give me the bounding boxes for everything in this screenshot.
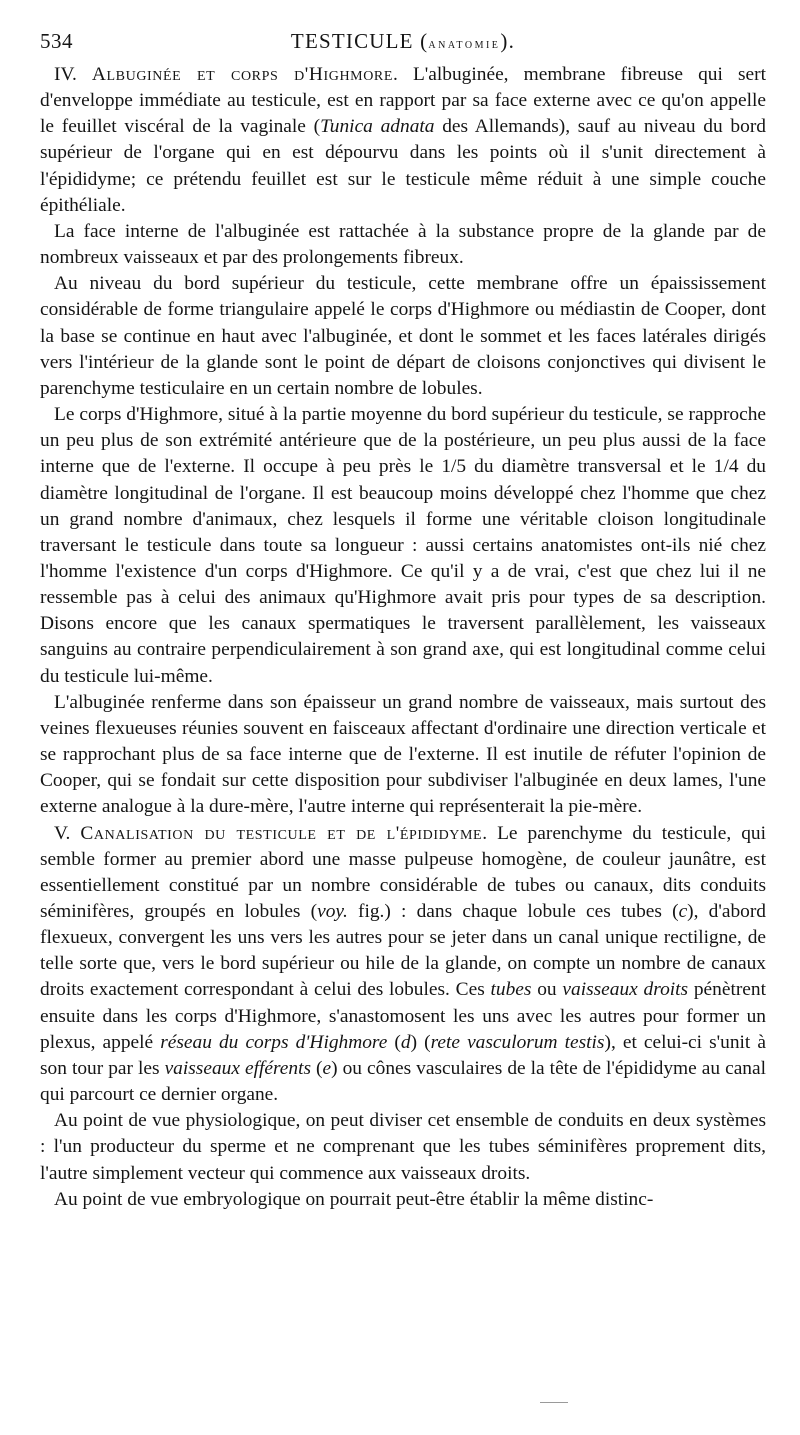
text-run: ou	[531, 979, 563, 1001]
text-run: ) (	[410, 1031, 431, 1053]
text-run: Au point de vue embryologique on pourrait peut-être établir la même distinc-	[54, 1188, 654, 1210]
paragraph-corps-highmore	[40, 271, 766, 402]
running-title-close: ).	[500, 29, 516, 53]
italic-text: tubes	[490, 979, 532, 1001]
text-run: pénètrent ensuite dans les corps d'Highmore, s'anastomosent les uns avec les autres pour former un plexus, appelé	[40, 979, 766, 1053]
page-number: 534	[40, 29, 73, 53]
italic-text: vaisseaux efférents	[164, 1057, 312, 1079]
italic-text: vaisseaux droits	[562, 979, 689, 1001]
text-run: ), d'abord flexueux, convergent les uns vers les autres pour se jeter dans un canal unique rectiligne, de telle sorte que, vers le bord supérieur ou hile de la glande, on compte un nombre de canaux droits exactement correspondant à celui des lobules. Ces	[40, 901, 766, 1001]
paragraph-albuginee-face-interne	[40, 219, 766, 271]
section-heading: Albuginée et corps d'Highmore	[91, 64, 394, 85]
section-heading: Canalisation du testicule et de l'épididyme	[80, 822, 483, 844]
italic-text: d	[400, 1031, 411, 1053]
text-run: IV.	[54, 64, 92, 85]
text-run: (	[311, 1057, 323, 1079]
text-run: des Allemands), sauf au niveau du bord supérieur de l'organe qui en est dépourvu dans les points où il s'unit directement à l'épididyme; ce prétendu feuillet est sur le testicule même réduit à une simple couche épithéliale.	[40, 116, 766, 216]
text-run: Le corps d'Highmore, situé à la partie moyenne du bord supérieur du testicule, se rapproche un peu plus de son extrémité antérieure que de la postérieure, un peu plus aussi de la face interne que de l'externe. Il occupe à peu près le 1/5 du diamètre transversal et le 1/4 du diamètre longitudinal de l'organe. Il est beaucoup moins développé chez l'homme que chez un grand nombre d'animaux, chez lesquels il forme une véritable cloison longitudinale traversant le testicule dans toute sa longueur : aussi certains anatomistes ont-ils nié chez l'homme l'existence d'un corps d'Highmore. Ce qu'il y a de vrai, c'est que chez lui il ne ressemble pas à celui des animaux qu'Highmore avait pris pour types de sa description. Disons encore que les canaux spermatiques le traversent parallèlement, les vaisseaux sanguins au contraire perpendiculairement à son grand axe, qui est longitudinal comme celui du testicule lui-même.	[40, 404, 766, 687]
text-run: . L'albuginée, membrane fibreuse qui sert d'enveloppe immédiate au testicule, est en rapport par sa face externe avec ce qu'on appelle le feuillet viscéral de la vaginale (	[40, 64, 766, 138]
text-run: ) ou cônes vasculaires de la tête de l'épididyme au canal qui parcourt ce dernier organe.	[40, 1057, 766, 1106]
text-run: V.	[54, 822, 81, 844]
text-run: Au niveau du bord supérieur du testicule, cette membrane offre un épaississement considérable de forme triangulaire appelé le corps d'Highmore ou médiastin de Cooper, dont la base se continue en haut avec l'albuginée, et dont le sommet et les faces latérales dirigés vers l'intérieur de la glande sont le point de départ de cloisons conjonctives qui divisent le parenchyme testiculaire en un certain nombre de lobules.	[40, 273, 766, 399]
paragraph-physiologique	[40, 1108, 766, 1186]
running-title-open: (	[413, 29, 429, 53]
running-title-subtitle: anatomie	[428, 37, 501, 52]
italic-text: rete vasculorum testis	[430, 1031, 605, 1053]
text-run: fig.) : dans chaque lobule ces tubes (	[347, 901, 679, 922]
paragraph-albuginee-intro	[40, 62, 766, 219]
running-title-main: TESTICULE	[290, 29, 414, 53]
running-header	[40, 26, 766, 56]
paragraph-canalisation	[40, 821, 766, 1109]
italic-text: Tunica adnata	[320, 116, 435, 138]
paragraph-embryologique	[40, 1187, 766, 1213]
italic-text: réseau du corps d'Highmore	[160, 1031, 388, 1053]
italic-text: c	[678, 901, 688, 922]
text-run: . Le parenchyme du testicule, qui semble former au premier abord une masse pulpeuse homogène, de couleur jaunâtre, est essentiellement constitué par un nombre considérable de tubes ou canaux, dits conduits séminifères, groupés en lobules (	[40, 822, 766, 922]
paragraph-albuginee-vaisseaux	[40, 690, 766, 821]
text-run: (	[387, 1031, 401, 1053]
text-run: L'albuginée renferme dans son épaisseur un grand nombre de vaisseaux, mais surtout des veines flexueuses réunies souvent en faisceaux affectant d'ordinaire une direction verticale et se rapprochant plus de sa face interne que de l'externe. Il est inutile de réfuter l'opinion de Cooper, qui se fondait sur cette disposition pour subdiviser l'albuginée en deux lames, l'une externe analogue à la dure-mère, l'autre interne qui représenterait la pie-mère.	[40, 691, 766, 818]
book-page	[40, 26, 766, 1213]
text-run: La face interne de l'albuginée est rattachée à la substance propre de la glande par de nombreux vaisseaux et par des prolongements fibreux.	[40, 220, 766, 269]
text-run: Au point de vue physiologique, on peut diviser cet ensemble de conduits en deux systèmes : l'un producteur du sperme et ne comprenant que les tubes séminifères proprement dits, l'autre simplement vecteur qui commence aux vaisseaux droits.	[40, 1110, 766, 1184]
italic-text: e	[322, 1057, 332, 1079]
paragraph-corps-highmore-position	[40, 402, 766, 690]
italic-text: voy.	[317, 901, 348, 922]
text-run: ), et celui-ci s'unit à son tour par les	[40, 1031, 766, 1079]
footer-rule	[540, 1402, 568, 1403]
running-title	[40, 26, 766, 60]
body-text	[40, 62, 766, 1213]
